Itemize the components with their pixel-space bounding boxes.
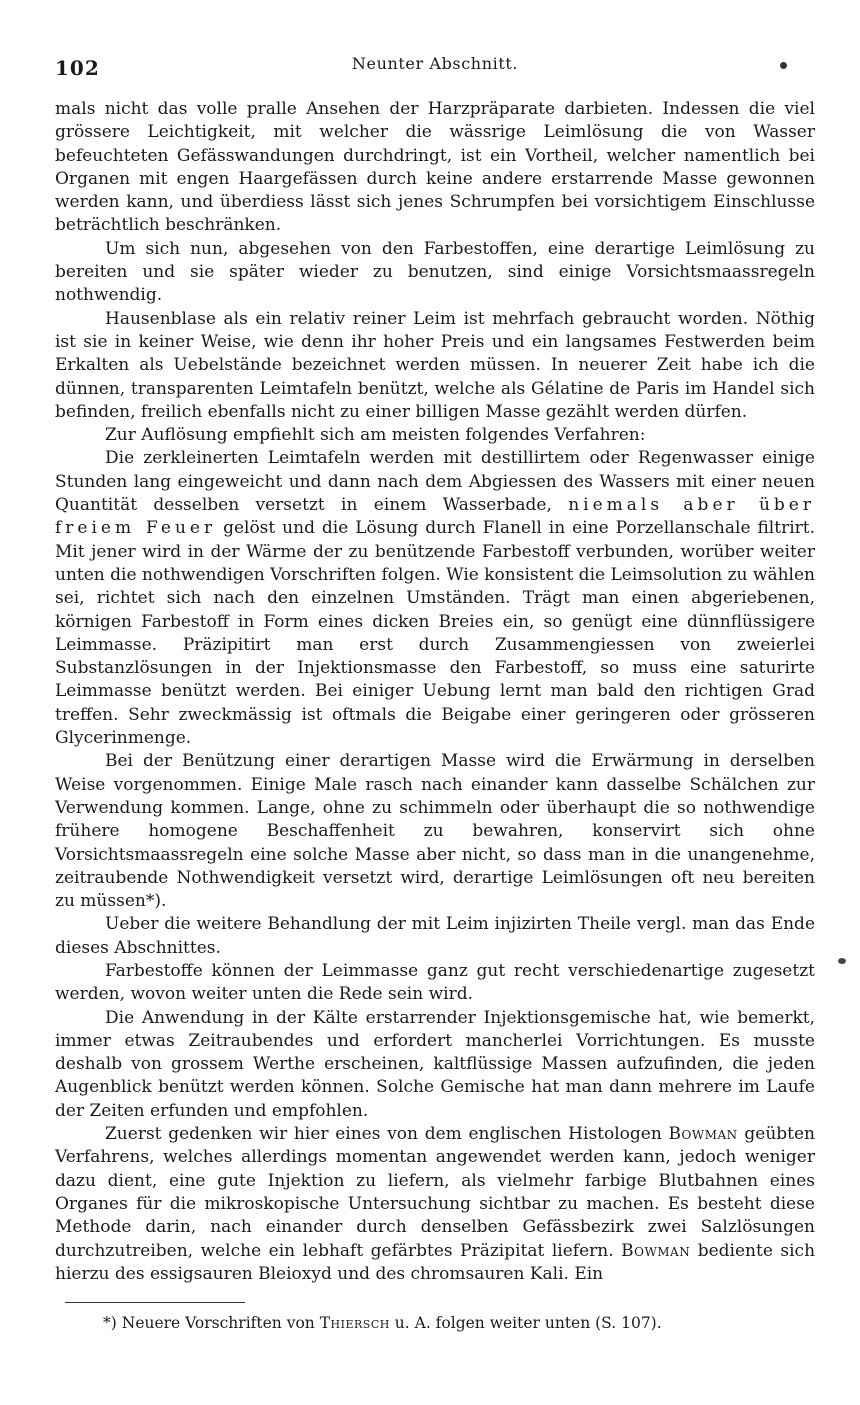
footnote-text-1: Neuere Vorschriften von xyxy=(121,1314,315,1333)
margin-ink-spot xyxy=(838,958,846,964)
procedure-emphasis: niemals aber über freiem Feuer xyxy=(55,495,815,539)
bowman-text-2: geübten Verfahrens, welches allerdings momentan angewendet werden kann, jedoch weniger dazu dient, eine gute Injektion zu liefern, als vielmehr farbige Blutbahnen eines Organes für die mikroskopische Untersuchung sichtbar zu machen. Es besteht diese Methode darin, nach einander durch denselben Gefässbezirk zwei Salzlösungen durchzutreiben, welche ein lebhaft gefärbtes Präzipitat liefern. xyxy=(55,1124,816,1261)
bowman-text-1: Zuerst gedenken wir hier eines von dem englischen Histologen xyxy=(105,1124,662,1145)
paragraph-farbestoffe: Farbestoffe können der Leimmasse ganz gut recht verschiedenartige zugesetzt werden, wovon weiter unten die Rede sein wird. xyxy=(55,960,815,1005)
paragraph-behandlung: Ueber die weitere Behandlung der mit Leim injizirten Theile vergl. man das Ende dieses Abschnittes. xyxy=(55,914,815,958)
body-text xyxy=(55,98,815,1286)
author-name-bowman-2: Bowman xyxy=(621,1240,691,1261)
page-number: 102 xyxy=(55,56,100,80)
paragraph-bowman xyxy=(55,1123,815,1286)
footnote xyxy=(103,1313,815,1333)
paragraph-aufloesung: Zur Auflösung empfiehlt sich am meisten folgendes Verfahren: xyxy=(105,425,646,446)
section-title: Neunter Abschnitt. xyxy=(351,54,519,73)
bowman-text-3: bediente sich hierzu des essigsauren Bleioxyd und des chromsauren Kali. Ein xyxy=(55,1240,816,1284)
footnote-divider xyxy=(65,1302,245,1303)
author-name-thiersch: Thiersch xyxy=(319,1314,390,1333)
procedure-text-1: Die zerkleinerten Leimtafeln werden mit destillirtem oder Regenwasser einige Stunden lang eingeweicht und dann nach dem Abgiessen des Wassers mit einer neuen Quantität desselben versetzt in einem Wasserbade, xyxy=(55,448,815,516)
paragraph-anwendung: Die Anwendung in der Kälte erstarrender Injektionsgemische hat, wie bemerkt, immer etwas Zeitraubendes und erfordert mancherlei Vorrichtungen. Es musste deshalb von grossem Werthe erscheinen, kaltflüssige Massen aufzufinden, die jeden Augenblick benützt werden können. Solche Gemische hat man dann mehrere im Laufe der Zeiten erfunden und empfohlen. xyxy=(55,1007,815,1121)
paragraph-hausenblase: Hausenblase als ein relativ reiner Leim ist mehrfach gebraucht worden. Nöthig ist sie in keiner Weise, wie denn ihr hoher Preis und ein langsames Festwerden beim Erkalten als Uebelstände bezeichnet werden müssen. In neuerer Zeit habe ich die dünnen, transparenten Leimtafeln benützt, welche als Gélatine de Paris im Handel sich befinden, freilich ebenfalls nicht zu einer billigen Masse gezählt werden dürfen. xyxy=(55,308,815,422)
paragraph-continued: mals nicht das volle pralle Ansehen der Harzpräparate darbieten. Indessen die viel grössere Leichtigkeit, mit welcher die wässrige Leimlösung die von Wasser befeuchteten Gefässwandungen durchdringt, ist ein Vortheil, welcher namentlich bei Organen mit engen Haargefässen durch keine andere erstarrende Masse gewonnen werden kann, und überdiess lässt sich jenes Schrumpfen bei vorsichtigem Einschlusse beträchtlich beschränken. xyxy=(55,99,815,236)
ink-spot xyxy=(780,62,787,69)
running-head xyxy=(55,52,815,86)
book-page xyxy=(55,52,815,1392)
author-name-bowman: Bowman xyxy=(668,1124,738,1145)
footnote-marker: *) xyxy=(103,1314,117,1333)
paragraph-procedure xyxy=(55,447,815,750)
procedure-text-2: gelöst und die Lösung durch Flanell in eine Porzellanschale filtrirt. Mit jener wird in der Wärme der zu benützende Farbestoff verbunden, worüber weiter unten die nothwendigen Vorschriften folgen. Wie konsistent die Leimsolution zu wählen sei, richtet sich nach den einzelnen Umständen. Trägt man einen abgeriebenen, körnigen Farbestoff in Form eines dicken Breies ein, so genügt eine dünnflüssigere Leimmasse. Präzipitirt man erst durch Zusammengiessen von zweierlei Substanzlösungen in der Injektionsmasse den Farbestoff, so muss eine saturirte Leimmasse benützt werden. Bei einiger Uebung lernt man bald den richtigen Grad treffen. Sehr zweckmässig ist oftmals die Beigabe einer geringeren oder grösseren Glycerinmenge. xyxy=(55,518,815,749)
footnote-text-2: u. A. folgen weiter unten (S. 107). xyxy=(394,1314,662,1333)
paragraph-benuetzung: Bei der Benützung einer derartigen Masse wird die Erwärmung in derselben Weise vorgenommen. Einige Male rasch nach einander kann dasselbe Schälchen zur Verwendung kommen. Lange, ohne zu schimmeln oder überhaupt die so nothwendige frühere homogene Beschaffenheit zu bewahren, konservirt sich ohne Vorsichtsmaassregeln eine solche Masse aber nicht, so dass man in die unangenehme, zeitraubende Nothwendigkeit versetzt wird, derartige Leimlösungen oft neu bereiten zu müssen*). xyxy=(55,751,815,912)
paragraph-preparation: Um sich nun, abgesehen von den Farbestoffen, eine derartige Leimlösung zu bereiten und sie später wieder zu benutzen, sind einige Vorsichtsmaassregeln nothwendig. xyxy=(55,238,815,306)
